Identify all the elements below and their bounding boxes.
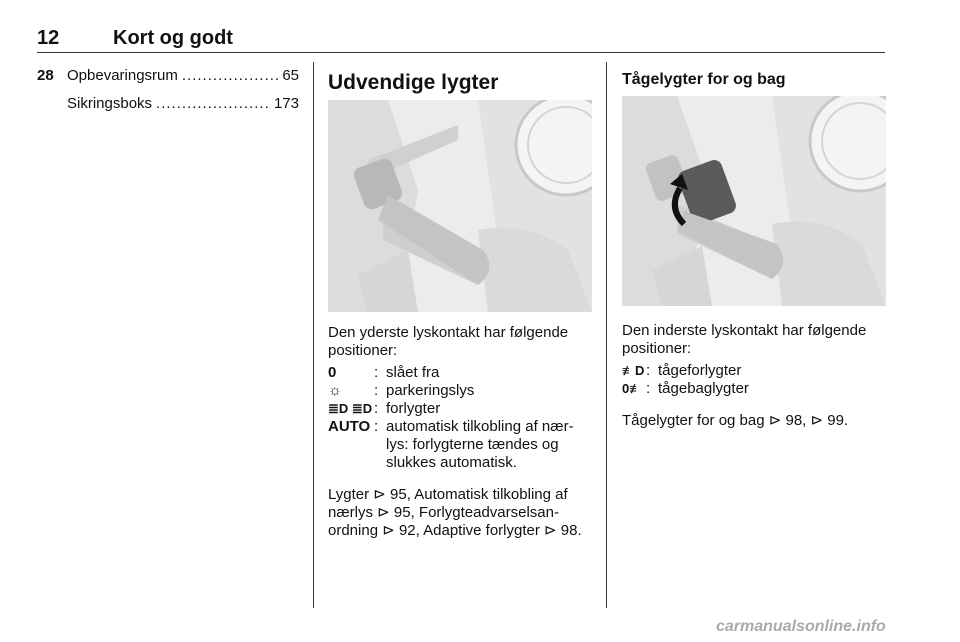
list-item: 0≢ : tågebaglygter [622,380,749,397]
toc-label: Opbevaringsrum [67,67,178,84]
cross-references: Lygter ⊳ 95, Automatisk tilkobling af nærlys ⊳ 95, Forlygteadvarselsan-ordning ⊳ 92, Adaptive forlygter ⊳ 98. [328,486,582,539]
off-icon: 0 [328,364,337,381]
column-divider-1 [313,62,314,608]
position-list [622,362,886,398]
list-item: AUTO : automatisk tilkobling af nær-lys: forlygterne tændes og slukkes automatisk. [328,418,574,471]
toc-leader [182,66,278,85]
cross-references: Tågelygter for og bag ⊳ 98, ⊳ 99. [622,412,849,429]
watermark: carmanualsonline.info [716,618,886,635]
parking-light-icon: ☼ [328,382,342,399]
section-fog-lights [622,70,886,90]
rear-fog-light-icon: 0≢ [622,381,643,396]
headlight-icon: ≣D ≣D [328,401,373,416]
list-item: ≢D : tågeforlygter [622,362,742,379]
toc-row[interactable] [37,66,299,94]
header-rule [37,52,885,53]
section-exterior-lights [328,70,592,96]
toc-label: Sikringsboks [67,95,153,112]
list-item: ☼ : parkeringslys [328,382,475,399]
toc-leader [156,94,270,113]
toc-number: 28 [37,67,54,84]
toc-list [37,66,299,122]
page-title: Kort og godt [113,27,233,49]
list-item: ≣D ≣D : forlygter [328,400,441,417]
exterior-lights-body [328,324,592,540]
column-divider-2 [606,62,607,608]
page-number: 12 [37,27,60,49]
fog-switch-illustration [622,96,886,306]
light-switch-illustration [328,100,592,312]
auto-light-icon: AUTO [328,418,371,435]
intro-text: Den inderste lyskontakt har følgende positioner: [622,322,867,357]
front-fog-light-icon: ≢D [622,363,645,378]
position-list [328,364,592,472]
section-heading: Udvendige lygter [328,71,499,94]
list-item: 0 : slået fra [328,364,440,381]
toc-page: 173 [273,95,299,112]
intro-text: Den yderste lyskontakt har følgende positioner: [328,324,569,359]
toc-page: 65 [282,67,299,84]
toc-row[interactable] [37,94,299,122]
section-heading: Tågelygter for og bag [622,71,786,88]
fog-lights-body [622,322,886,430]
